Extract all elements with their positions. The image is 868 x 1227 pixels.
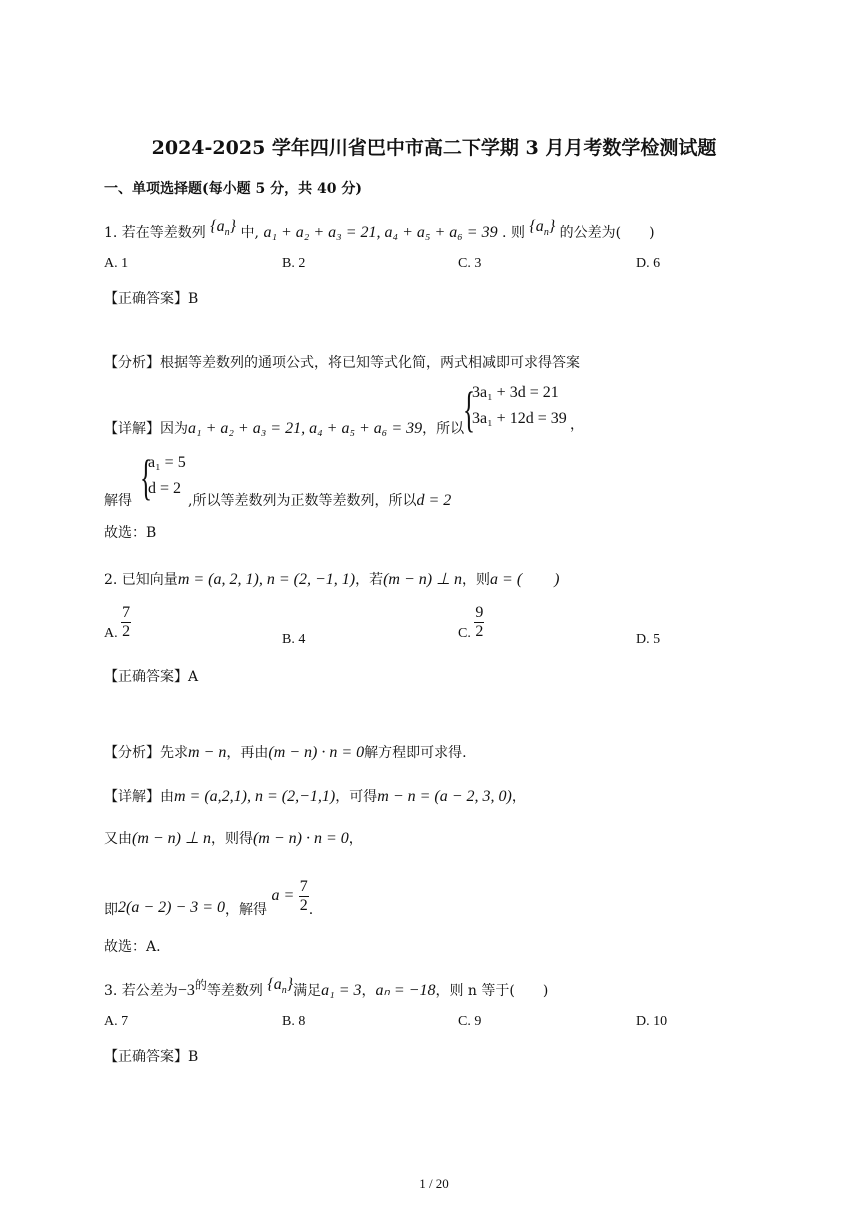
q3-option-c: C. 9: [458, 1014, 482, 1029]
q1-option-b: B. 2: [282, 256, 306, 271]
q1-system-line-1: 3a₁ + 3d = 21: [472, 384, 559, 401]
q2-analysis: 【分析】先求m − n，再由(m − n) · n = 0解方程即可求得.: [104, 744, 467, 761]
q1-system-brace: {: [463, 381, 475, 437]
q1-choose: 故选：B: [104, 525, 157, 541]
q2-option-b: B. 4: [282, 632, 306, 647]
q2-result-fraction: $\frac{7}{2}$: [299, 878, 308, 914]
q1-system-line-2: 3a₁ + 12d = 39: [472, 410, 567, 427]
q1-sequence: $\{a_n\}$: [210, 218, 237, 239]
question-2-stem: 2. 已知向量m = (a, 2, 1), n = (2, −1, 1)，若(m − n) ⊥ n，则a = ( ): [104, 571, 560, 588]
q1-solve-brace: {: [140, 449, 152, 505]
q1-detail-condition: a₁ + a₂ + a₃ = 21, a₄ + a₅ + a₆ = 39: [188, 420, 423, 437]
q1-condition: a₁ + a₂ + a₃ = 21, a₄ + a₅ + a₆ = 39: [263, 224, 498, 241]
q1-option-a: A. 1: [104, 256, 129, 271]
q1-detail: 【详解】因为a₁ + a₂ + a₃ = 21, a₄ + a₅ + a₆ = 39，所以: [104, 420, 465, 437]
q3-sequence: $\{a_n\}$: [267, 976, 294, 997]
q2-option-a: A. $\frac{7}{2}$: [104, 604, 131, 642]
section-heading: 一、单项选择题(每小题 5 分，共 40 分): [104, 181, 362, 197]
q1-stem-text-b: 中,: [240, 225, 259, 241]
q3-option-b: B. 8: [282, 1014, 306, 1029]
q1-solve-text-a: 解得: [104, 493, 132, 509]
q1-solve-line-1: a₁ = 5: [148, 454, 186, 471]
q1-solve-line-2: d = 2: [148, 480, 182, 497]
q1-option-d: D. 6: [636, 256, 661, 271]
document-page: 2024-2025 学年四川省巴中市高二下学期 3 月月考数学检测试题 一、单项选择题(每小题 5 分，共 40 分) 1. 若在等差数列 $\{a_n\}$ 中, a₁ + a₂ + a₃ = 21, a₄ + a₅ + a₆ = 39 . 则 $\{a_n\}$ 的公差为( ) A. 1 B. 2 C. 3 D. 6 【正确答案】B 【分析】根据等差数列的通项公式，将已知等式化简，两式相减即可求得答案 【详解】因为a₁ + a₂ + a₃ = 21, a₄ + a₅ + a₆ = 39，所以 { 3a₁ + 3d = 21 3a₁ + 12d = 39 ， { a₁ = 5 d = 2 解得 ,所以等差数列为正数等差数列，所以d = 2 故选：B 2. 已知向量m = (a, 2, 1), n = (2, −1, 1)，若(m − n) ⊥ n，则a = ( ) A. $\frac{7}{2}$ B. 4 C. $\frac{9}{2}$ D. 5 【正确答案】A 【分析】先求m − n，再由(m − n) · n = 0解方程即可求得. 【详解】由m = (a,2,1), n = (2,−1,1)，可得m − n = (a − 2, 3, 0)， 又由(m − n) ⊥ n，则得(m − n) · n = 0， 即2(a − 2) − 3 = 0，解得 a = $\frac{7}{2}$ . 故选：A. 3. 若公差为−3的等差数列 $\{a_n\}$满足a₁ = 3，aₙ = −18，则 n 等于( ) A. 7 B. 8 C. 9 D. 10 【正确答案】B 1 / 20: [0, 0, 868, 1227]
q2-detail-3: 即2(a − 2) − 3 = 0，解得 a = $\frac{7}{2}$ .: [104, 878, 314, 919]
q2-answer: 【正确答案】A: [104, 669, 199, 685]
q2-perpendicular: (m − n) ⊥ n: [383, 571, 463, 588]
q2-option-d: D. 5: [636, 632, 661, 647]
q2-unknown: a = ( ): [490, 571, 560, 588]
q1-stem-text: 1. 若在等差数列: [104, 225, 206, 241]
page-number: 1 / 20: [419, 1176, 449, 1191]
question-1-stem: [104, 218, 655, 244]
q2-choose: 故选：A.: [104, 939, 161, 955]
q2-vectors: m = (a, 2, 1), n = (2, −1, 1): [177, 571, 356, 588]
q3-option-a: A. 7: [104, 1014, 129, 1029]
question-3-stem: 3. 若公差为−3的等差数列 $\{a_n\}$满足a₁ = 3，aₙ = −18，则 n 等于( ): [104, 976, 549, 999]
q1-stem-text-d: 的公差为( ): [559, 225, 655, 241]
q3-answer: 【正确答案】B: [104, 1049, 199, 1065]
q2-detail-2: 又由(m − n) ⊥ n，则得(m − n) · n = 0，: [104, 830, 363, 847]
q2-detail: 【详解】由m = (a,2,1), n = (2,−1,1)，可得m − n = (a − 2, 3, 0)，: [104, 788, 526, 805]
q1-sequence-2: $\{a_n\}$: [529, 218, 556, 239]
q1-option-c: C. 3: [458, 256, 482, 271]
q1-solve-result: d = 2: [416, 492, 452, 509]
q1-stem-text-c: . 则: [502, 225, 525, 241]
q1-answer: 【正确答案】B: [104, 291, 199, 307]
q2-option-c: C. $\frac{9}{2}$: [458, 604, 484, 642]
page-title: 2024-2025 学年四川省巴中市高二下学期 3 月月考数学检测试题: [151, 137, 717, 159]
q3-common-difference: −3: [177, 982, 195, 999]
q3-option-d: D. 10: [636, 1014, 668, 1029]
q1-analysis: 【分析】根据等差数列的通项公式，将已知等式化简，两式相减即可求得答案: [104, 355, 580, 371]
q1-solve-text: ,所以等差数列为正数等差数列，所以d = 2: [188, 492, 452, 509]
